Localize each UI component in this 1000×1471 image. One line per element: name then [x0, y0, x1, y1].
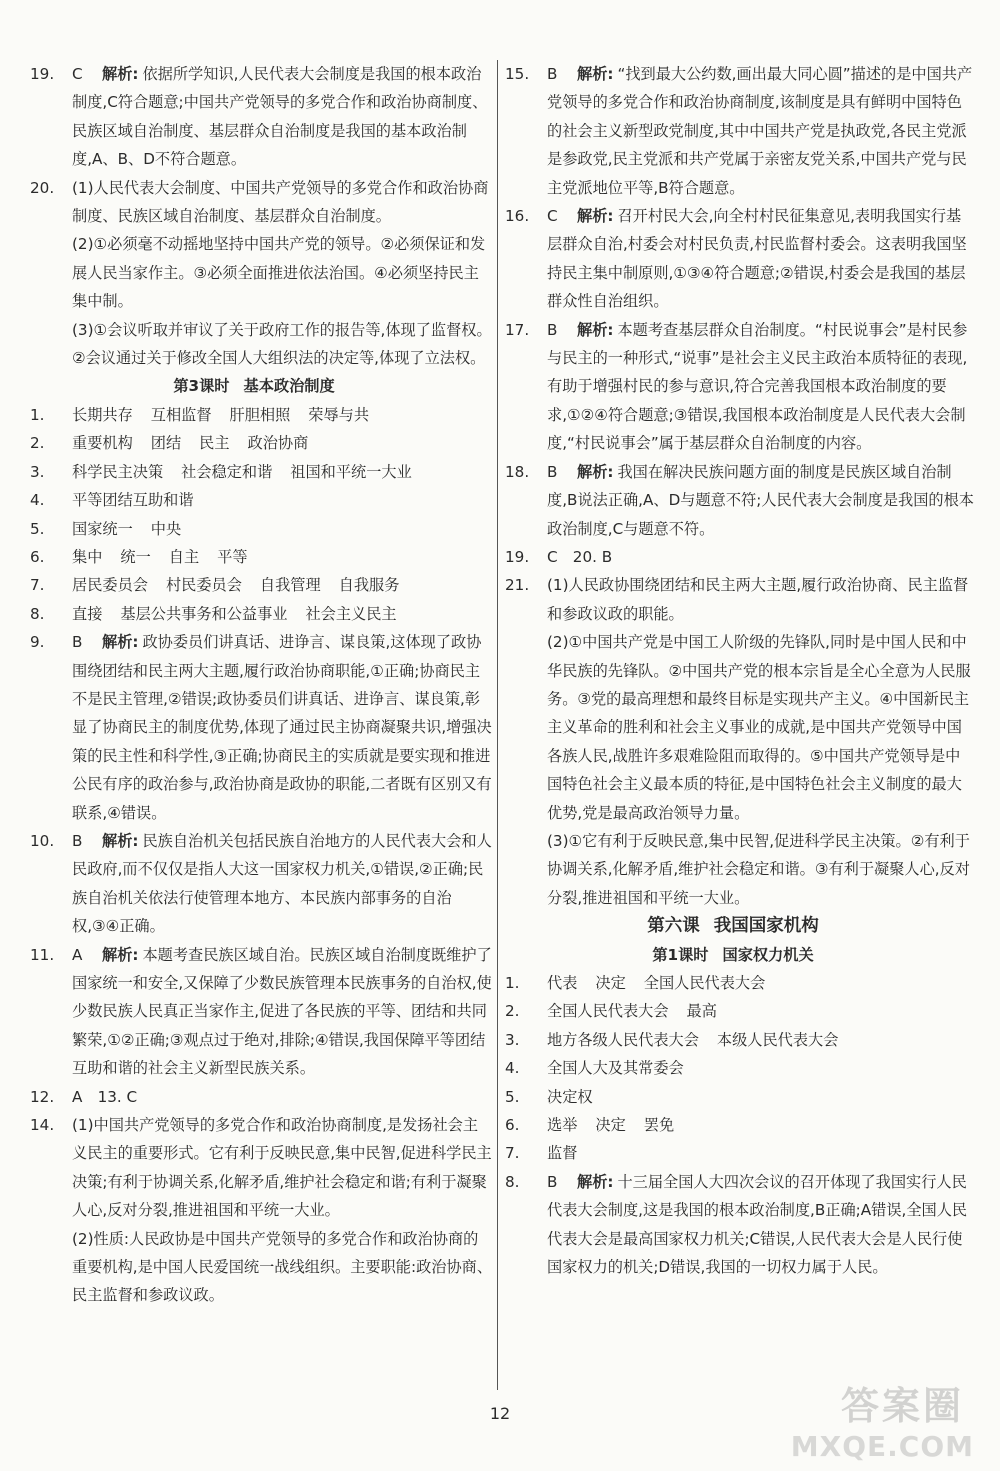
question-17: [505, 316, 975, 458]
fill-answer-1: [30, 401, 492, 429]
fill-answer-3: [505, 1026, 975, 1054]
question-number: 20.: [30, 178, 55, 197]
question-number: 2.: [30, 434, 45, 453]
answer-blank: 地方各级人民代表大会: [547, 1030, 699, 1049]
answer-blank: 社会主义民主: [305, 604, 397, 623]
answer-blank: 决定: [595, 974, 626, 992]
fill-answer-6: [30, 543, 492, 571]
question-number: 18.: [505, 462, 530, 481]
answer-part-2: (2)①中国共产党是中国工人阶级的先锋队,同时是中国人民和中华民族的先锋队。②中国共产党的根本宗旨是全心全意为人民服务。③党的最高理想和最终目标是实现共产主义。④中国新民主主义革命的胜利和社会主义事业的成就,是中国共产党领导中国各族人民,战胜许多艰难险阻而取得的。⑤中国共产党领导是中国特色社会主义最本质的特征,是中国特色社会主义制度的最大优势,党是最高政治领导力量。: [547, 633, 971, 822]
question-number: 3.: [505, 1030, 520, 1049]
answer-letter: C: [547, 207, 558, 226]
analysis-tag: 解析:: [577, 207, 614, 226]
answer-letter: B: [547, 462, 558, 481]
fill-answer-8: [30, 600, 492, 628]
question-18: [505, 458, 975, 543]
answer-blank: 本级人民代表大会: [716, 1030, 839, 1049]
answer-blank: 祖国和平统一大业: [290, 462, 412, 481]
fill-answer-2: [505, 997, 975, 1025]
question-14: [30, 1111, 492, 1310]
fill-answer-5: [505, 1083, 975, 1111]
analysis-tag: 解析:: [102, 831, 139, 850]
question-number: 6.: [30, 547, 45, 566]
answer-letter: B: [72, 633, 83, 652]
analysis-text: 依据所学知识,人民代表大会制度是我国的根本政治制度,C符合题意;中国共产党领导的多党合作和政治协商制度、民族区域自治制度、基层群众自治制度是我国的基本政治制度,A、B、D不符合题意。: [72, 65, 488, 169]
answer-blank: 决定: [595, 1116, 626, 1135]
answer-part-2: (2)性质:人民政协是中国共产党领导的多党合作和政治协商的重要机构,是中国人民爱国统一战线组织。主要职能:政治协商、民主监督和参政议政。: [72, 1229, 493, 1305]
question-number: 4.: [30, 491, 45, 510]
fill-answer-2: [30, 429, 492, 457]
question-9: [30, 628, 492, 827]
answer-blank: 决定权: [547, 1087, 593, 1106]
question-number: 15.: [505, 65, 530, 83]
question-8: [505, 1168, 975, 1282]
question-10: [30, 827, 492, 941]
question-number: 8.: [505, 1172, 520, 1191]
section-heading: [30, 372, 492, 400]
answer-blank: 平等团结互助和谐: [72, 491, 194, 510]
question-19-20: [505, 543, 975, 571]
watermark-site: MXQE.COM: [790, 1430, 974, 1463]
answer-blank: 代表: [547, 974, 578, 992]
question-number: 17.: [505, 320, 530, 339]
answer-blank: 重要机构: [72, 434, 133, 453]
analysis-tag: 解析:: [577, 462, 614, 481]
fill-answer-5: [30, 515, 492, 543]
answer-blank: 政治协商: [247, 434, 309, 453]
question-15: [505, 60, 975, 202]
question-12-13: [30, 1083, 492, 1111]
question-number: 19.: [505, 547, 530, 566]
analysis-text: 民族自治机关包括民族自治地方的人民代表大会和人民政府,而不仅仅是指人大这一国家权力机关,①错误,②正确;民族自治机关依法行使管理本地方、本民族内部事务的自治权,③④正确。: [72, 831, 492, 936]
answer-blank: 平等: [217, 547, 248, 566]
question-number: 5.: [30, 519, 45, 538]
fill-answer-4: [30, 486, 492, 514]
answer-blank: 罢免: [643, 1116, 675, 1135]
answer-blank: 全国人民代表大会: [643, 974, 766, 992]
answer-part-1: (1)人民代表大会制度、中国共产党领导的多党合作和政治协商制度、民族区域自治制度、基层群众自治制度。: [72, 178, 489, 226]
answer-letter: B: [547, 1172, 558, 1191]
answer-blank: 荣辱与共: [308, 405, 369, 424]
analysis-text: 政协委员们讲真话、进诤言、谋良策,这体现了政协围绕团结和民主两大主题,履行政治协商职能,①正确;协商民主不是民主管理,②错误;政协委员们讲真话、进诤言、谋良策,彰显了协商民主的制度优势,体现了通过民主协商凝聚共识,增强决策的民主性和科学性,③正确;协商民主的实质就是要实现和推进公民有序的政治参与,政治协商是政协的职能,二者既有区别又有联系,④错误。: [72, 633, 492, 822]
analysis-text: 我国在解决民族问题方面的制度是民族区域自治制度,B说法正确,A、D与题意不符;人民代表大会制度是我国的根本政治制度,C与题意不符。: [547, 462, 974, 538]
question-19: [30, 60, 492, 174]
answer-letter: B: [72, 831, 83, 850]
question-number: 7.: [505, 1144, 520, 1163]
question-number: 5.: [505, 1087, 520, 1106]
fill-answer-6: [505, 1111, 975, 1139]
section-title: 国家权力机关: [722, 945, 814, 964]
answer-blank: 全国人大及其常委会: [547, 1059, 684, 1078]
analysis-tag: 解析:: [577, 1172, 614, 1191]
answer-blank: 选举: [547, 1116, 578, 1135]
section-heading: [505, 941, 975, 969]
answer-blank: 自我管理: [259, 576, 321, 595]
answer-letter: C: [72, 65, 83, 83]
answer-text: C 20. B: [547, 547, 613, 566]
fill-answers: [505, 969, 975, 1168]
fill-answer-7: [505, 1139, 975, 1167]
answer-blank: 科学民主决策: [72, 462, 164, 481]
fill-answer-4: [505, 1054, 975, 1082]
analysis-tag: 解析:: [577, 320, 614, 339]
answer-blank: 统一: [120, 547, 151, 566]
question-number: 2.: [505, 1002, 520, 1021]
answer-blank: 中央: [150, 519, 182, 538]
question-number: 12.: [30, 1087, 55, 1106]
question-number: 9.: [30, 633, 45, 652]
question-20: [30, 174, 492, 373]
answer-part-3: (3)①它有利于反映民意,集中民智,促进科学民主决策。②有利于协调关系,化解矛盾,维护社会稳定和谐。③有利于凝聚人心,反对分裂,推进祖国和平统一大业。: [547, 831, 970, 907]
answer-blank: 基层公共事务和公益事业: [120, 604, 288, 623]
answer-blank: 社会稳定和谐: [181, 462, 273, 481]
answer-blank: 长期共存: [72, 405, 133, 424]
answer-letter: A: [72, 945, 83, 964]
answer-blank: 集中: [72, 547, 103, 566]
fill-answer-1: [505, 969, 975, 997]
answer-letter: B: [547, 320, 558, 339]
answer-part-2: (2)①必须毫不动摇地坚持中国共产党的领导。②必须保证和发展人民当家作主。③必须全面推进依法治国。④必须坚持民主集中制。: [72, 235, 486, 311]
question-number: 19.: [30, 65, 55, 83]
question-number: 14.: [30, 1116, 55, 1135]
question-number: 1.: [505, 974, 520, 992]
watermark: [744, 1375, 974, 1463]
question-16: [505, 202, 975, 316]
lesson-title: 我国国家机构: [713, 916, 819, 937]
left-column: [30, 60, 492, 1310]
answer-blank: 肝胆相照: [229, 405, 291, 424]
analysis-text: “找到最大公约数,画出最大同心圆”描述的是中国共产党领导的多党合作和政治协商制度,该制度是具有鲜明中国特色的社会主义新型政党制度,其中中国共产党是执政党,各民主党派是参政党,民主党派和共产党属于亲密友党关系,中国共产党与民主党派地位平等,B符合题意。: [547, 65, 973, 197]
answer-part-1: (1)人民政协围绕团结和民主两大主题,履行政治协商、民主监督和参政议政的职能。: [547, 576, 969, 623]
answer-blank: 全国人民代表大会: [547, 1002, 669, 1021]
question-number: 21.: [505, 576, 530, 595]
answer-letter: B: [547, 65, 558, 83]
analysis-text: 十三届全国人大四次会议的召开体现了我国实行人民代表大会制度,这是我国的根本政治制度,B正确;A错误,全国人民代表大会是最高国家权力机关;C错误,人民代表大会是人民行使国家权力的机关;D错误,我国的一切权力属于人民。: [547, 1172, 968, 1277]
answer-blank: 直接: [72, 604, 103, 623]
question-number: 11.: [30, 945, 55, 964]
analysis-tag: 解析:: [577, 65, 614, 83]
question-21: [505, 571, 975, 912]
page-number: 12: [489, 1404, 511, 1423]
analysis-text: 召开村民大会,向全村村民征集意见,表明我国实行基层群众自治,村委会对村民负责,村民监督村委会。这表明我国坚持民主集中制原则,①③④符合题意;②错误,村委会是我国的基层群众性自治组织。: [547, 207, 967, 311]
answer-part-1: (1)中国共产党领导的多党合作和政治协商制度,是发扬社会主义民主的重要形式。它有利于反映民意,集中民智,促进科学民主决策;有利于协调关系,化解矛盾,维护社会稳定和谐;有利于凝聚人心,反对分裂,推进祖国和平统一大业。: [72, 1116, 492, 1220]
answer-blank: 自我服务: [338, 576, 400, 595]
answer-blank: 国家统一: [72, 519, 133, 538]
question-number: 7.: [30, 576, 45, 595]
answer-text: A 13. C: [72, 1087, 138, 1106]
answer-blank: 互相监督: [150, 405, 212, 424]
section-number: 第3课时: [173, 377, 230, 396]
right-column: [505, 60, 975, 1281]
lesson-heading: [505, 912, 975, 940]
answer-blank: 团结: [150, 434, 182, 453]
analysis-tag: 解析:: [102, 633, 139, 652]
question-11: [30, 941, 492, 1083]
answer-blank: 居民委员会: [72, 576, 148, 595]
answer-part-3: (3)①会议听取并审议了关于政府工作的报告等,体现了监督权。②会议通过关于修改全国人大组织法的决定等,体现了立法权。: [72, 320, 492, 368]
question-number: 16.: [505, 207, 530, 226]
column-divider: [497, 60, 498, 1390]
section-number: 第1课时: [652, 945, 709, 964]
answer-blank: 民主: [199, 434, 230, 453]
question-number: 4.: [505, 1059, 520, 1078]
analysis-tag: 解析:: [102, 945, 139, 964]
answer-blank: 最高: [686, 1002, 717, 1021]
answer-blank: 监督: [547, 1144, 578, 1163]
analysis-text: 本题考查基层群众自治制度。“村民说事会”是村民参与民主的一种形式,“说事”是社会主义民主政治本质特征的表现,有助于增强村民的参与意识,符合完善我国根本政治制度的要求,①②④符合题意;③错误,我国根本政治制度是人民代表大会制度,“村民说事会”属于基层群众自治制度的内容。: [547, 320, 968, 453]
question-number: 6.: [505, 1116, 520, 1135]
question-number: 8.: [30, 604, 45, 623]
fill-answers: [30, 401, 492, 628]
section-title: 基本政治制度: [243, 377, 335, 396]
answer-blank: 自主: [168, 547, 200, 566]
analysis-tag: 解析:: [102, 65, 139, 83]
question-number: 1.: [30, 405, 45, 424]
answer-blank: 村民委员会: [165, 576, 242, 595]
lesson-number: 第六课: [647, 916, 700, 937]
question-number: 10.: [30, 831, 55, 850]
fill-answer-7: [30, 571, 492, 599]
fill-answer-3: [30, 458, 492, 486]
watermark-logo: 答案圈: [840, 1383, 964, 1428]
analysis-text: 本题考查民族区域自治。民族区域自治制度既维护了国家统一和安全,又保障了少数民族管理本民族事务的自治权,使少数民族人民真正当家作主,促进了各民族的平等、团结和共同繁荣,①②正确;③观点过于绝对,排除;④错误,我国保障平等团结互助和谐的社会主义新型民族关系。: [72, 945, 492, 1078]
question-number: 3.: [30, 462, 45, 481]
